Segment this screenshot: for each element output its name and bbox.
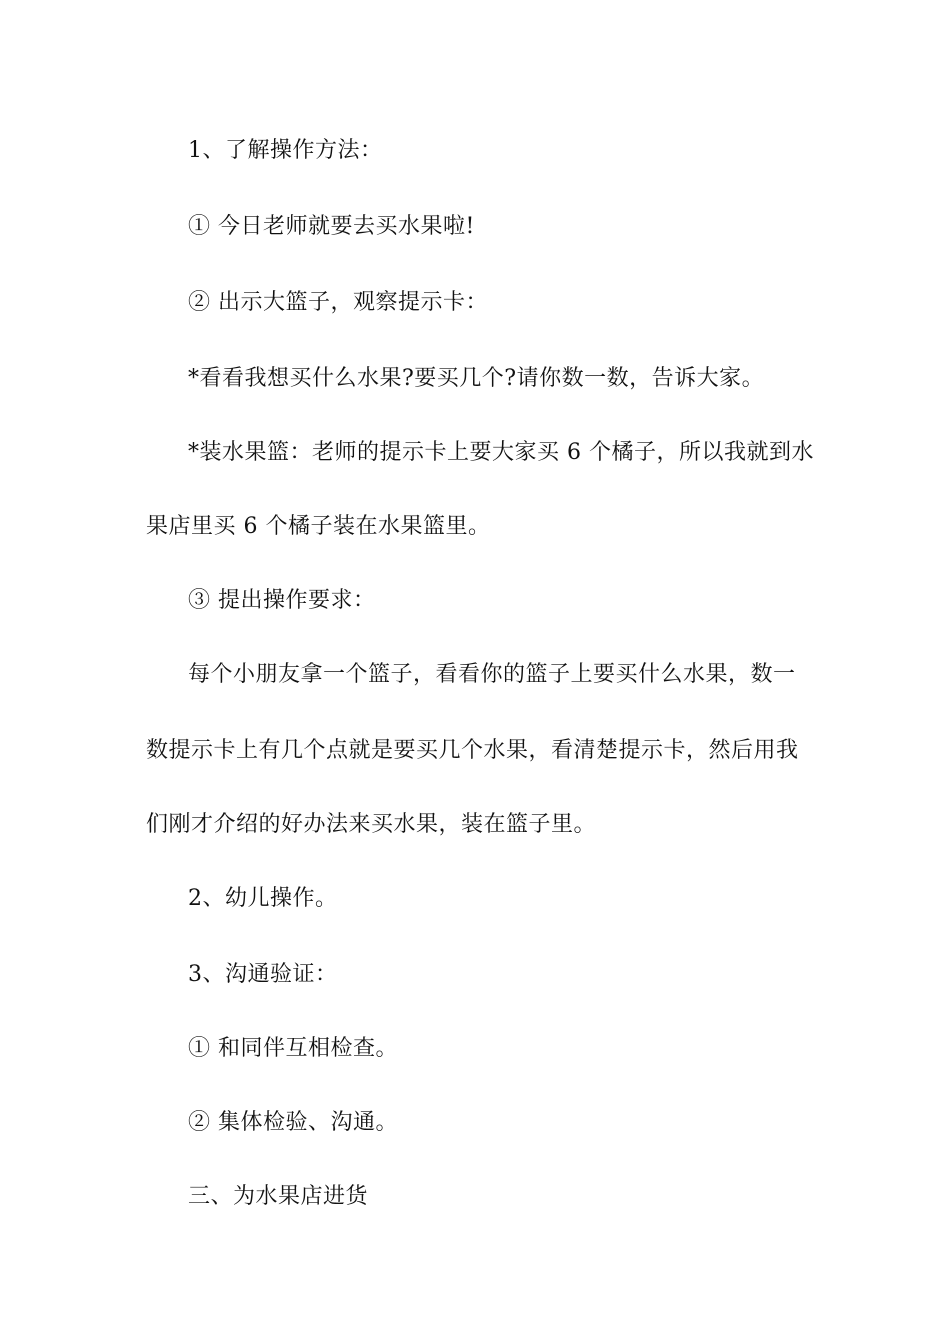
requirement-paragraph-line-1: 每个小朋友拿一个篮子，看看你的篮子上要买什么水果，数一 xyxy=(188,662,796,687)
sub-step-3: ③ 提出操作要求： xyxy=(188,588,376,613)
sub-step-1: ① 今日老师就要去买水果啦! xyxy=(188,214,475,239)
verify-step-1: ① 和同伴互相检查。 xyxy=(188,1036,398,1061)
bullet-fill-basket-continued: 果店里买 6 个橘子装在水果篮里。 xyxy=(146,514,491,539)
step-1-heading: 1、了解操作方法： xyxy=(188,138,383,163)
step-2-heading: 2、幼儿操作。 xyxy=(188,886,338,911)
step-3-heading: 3、沟通验证： xyxy=(188,962,338,987)
bullet-fill-basket: *装水果篮：老师的提示卡上要大家买 6 个橘子，所以我就到水 xyxy=(188,440,814,465)
verify-step-2: ② 集体检验、沟通。 xyxy=(188,1110,398,1135)
bullet-look-card: *看看我想买什么水果?要买几个?请你数一数，告诉大家。 xyxy=(188,366,765,391)
requirement-paragraph-line-3: 们刚才介绍的好办法来买水果，装在篮子里。 xyxy=(146,812,597,837)
section-3-heading: 三、为水果店进货 xyxy=(188,1184,369,1209)
requirement-paragraph-line-2: 数提示卡上有几个点就是要买几个水果，看清楚提示卡，然后用我 xyxy=(146,738,799,763)
sub-step-2: ② 出示大篮子，观察提示卡： xyxy=(188,290,488,315)
